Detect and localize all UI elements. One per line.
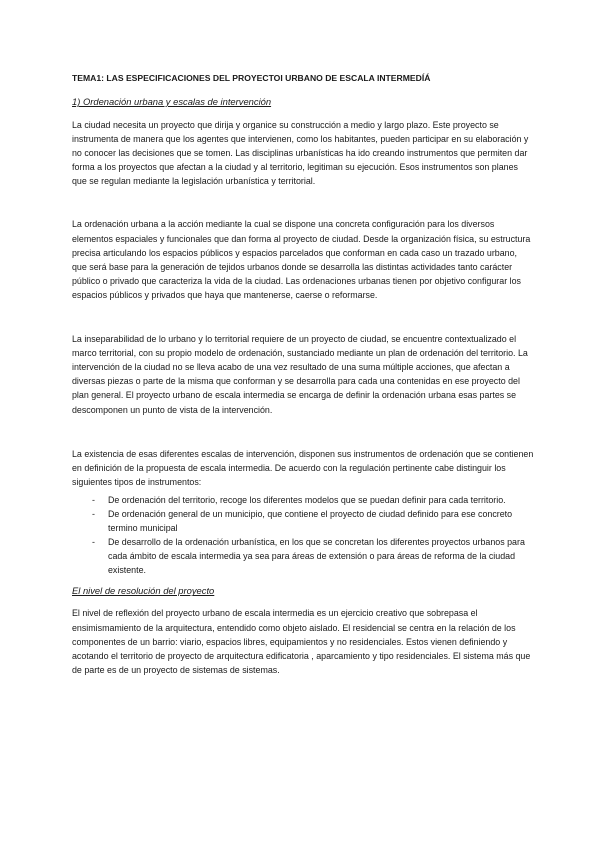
section-heading-ordenacion: 1) Ordenación urbana y escalas de intervención (72, 96, 272, 107)
list-marker: - (92, 537, 95, 548)
document-body (72, 72, 534, 677)
instrument-list (72, 493, 534, 578)
list-item (72, 493, 534, 507)
paragraph-final: El nivel de reflexión del proyecto urbano de escala intermedia es un ejercicio creativo que sobrepasa el ensimismamiento de la arquitectura, entendido como objeto aislado. El residencial se centra en la relación de los componentes de un barrio: viario, espacios libres, equipamientos y no residenciales. Estos vienen definiendo y acotando el territorio de proyecto de arquitectura edificatoria , aparcamiento y tipo residenciales. El sistema más que de parte es de un proyecto de sistemas de sistemas. (72, 608, 531, 675)
list-item (72, 535, 534, 577)
paragraph-1: La ciudad necesita un proyecto que dirija y organice su construcción a medio y largo plazo. Este proyecto se instrumenta de manera que los agentes que intervienen, como los habitantes, pueden participar en su elaboración y no conocer las decisiones que se tomen. Las disciplinas urbanísticas ha ido creando instrumentos que permiten dar forma a los proyectos que afectan a la ciudad y al territorio, legitiman su ejecución. Esos instrumentos son planes que se regulan mediante la legislación urbanística y territorial. (72, 120, 529, 187)
document-title: TEMA1: LAS ESPECIFICACIONES DEL PROYECTOI URBANO DE ESCALA INTERMEDÍÁ (72, 73, 431, 83)
list-item-text: De ordenación general de un municipio, que contiene el proyecto de ciudad definido para ese concreto termino municipal (108, 508, 513, 534)
section-heading-nivel: El nivel de resolución del proyecto (72, 585, 215, 597)
list-item-text: De ordenación del territorio, recoge los diferentes modelos que se puedan definir para cada territorio. (108, 494, 506, 505)
paragraph-2: La ordenación urbana a la acción mediante la cual se dispone una concreta configuración para los diversos elementos espaciales y funcionales que dan forma al proyecto de ciudad. Desde la organización física, su estructura precisa articulando los espacios públicos y espacios parcelados que conforman en cada caso un trazado urbano, que será base para la generación de tejidos urbanos donde se desarrolla las distintas actividades tanto carácter público o privado que caracteriza la vida de la ciudad. Las ordenaciones urbanas tienen por objetivo configurar los espacios públicos y privados que haya que mantenerse, caerse o reformarse. (72, 219, 531, 300)
list-item (72, 507, 534, 535)
list-item-text: De desarrollo de la ordenación urbanística, en los que se concretan los diferentes proyectos urbanos para cada ámbito de escala intermedia ya sea para áreas de extensión o para áreas de reforma de la ciudad existente. (108, 537, 525, 576)
paragraph-4: La existencia de esas diferentes escalas de intervención, disponen sus instrumentos de ordenación que se contienen en definición de la propuesta de escala intermedia. De acuerdo con la regulación pertinente cabe distinguir los siguientes tipos de instrumentos: (72, 448, 534, 487)
list-marker: - (92, 508, 95, 519)
list-marker: - (92, 494, 95, 505)
paragraph-3: La inseparabilidad de lo urbano y lo territorial requiere de un proyecto de ciudad, se encuentre contextualizado el marco territorial, con su propio modelo de ordenación, sustanciado mediante un plan de ordenación del territorio. La intervención de la ciudad no se lleva acabo de una vez resultado de una suma múltiple acciones, que afectan a diversas piezas o parte de la misma que conforman y se desarrolla para cada una contenidas en ese proyecto del plan general. El proyecto urbano de escala intermedia se encarga de definir la ordenación urbana esas partes se descomponen un punto de vista de la intervención. (72, 334, 528, 415)
